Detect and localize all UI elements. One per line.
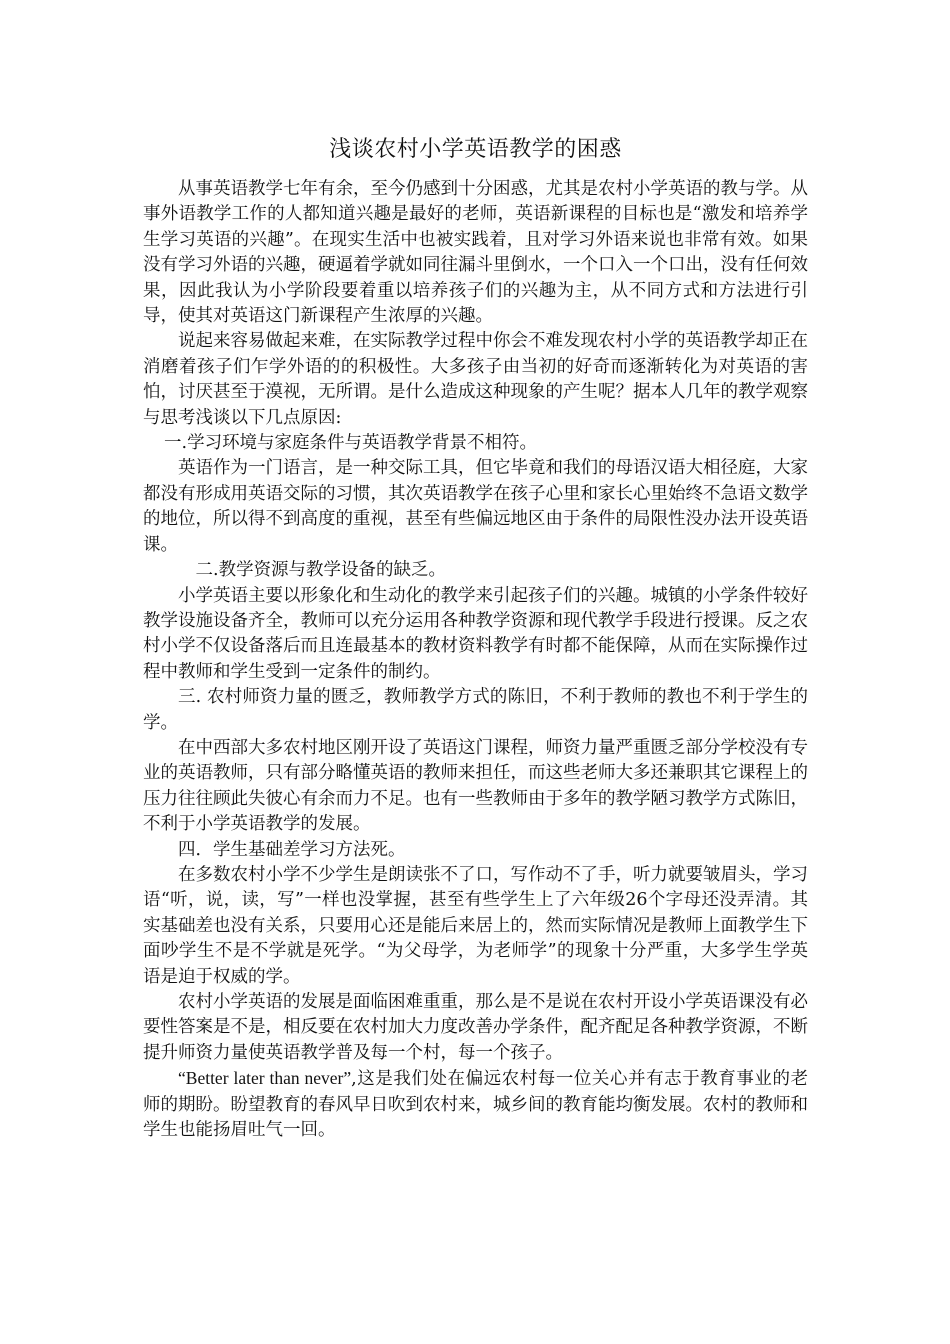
paragraph-section-1: 英语作为一门语言，是一种交际工具，但它毕竟和我们的母语汉语大相径庭，大家都没有形成用英语交际的习惯，其次英语教学在孩子心里和家长心里始终不急语文数学的地位，所以得不到高度的重视，甚至有些偏远地区由于条件的局限性没办法开设英语课。 — [143, 458, 808, 555]
paragraph-conclusion: 农村小学英语的发展是面临困难重重，那么是不是说在农村开设小学英语课没有必要性答案是不是，相反要在农村加大力度改善办学条件，配齐配足各种教学资源，不断提升师资力量使英语教学普及每一个村，每一个孩子。 — [143, 992, 808, 1063]
paragraph-section-3: 在中西部大多农村地区刚开设了英语这门课程，师资力量严重匮乏部分学校没有专业的英语教师，只有部分略懂英语的教师来担任，而这些老师大多还兼职其它课程上的压力往往顾此失彼心有余而力不足。也有一些教师由于多年的教学陋习教学方式陈旧，不利于小学英语教学的发展。 — [143, 737, 808, 835]
section-heading-2: 二.教学资源与教学设备的缺乏。 — [195, 560, 447, 581]
closing-text: ,这是我们处在偏远农村每一位关心并有志于教育事业的老师的期盼。盼望教育的春风早日吹到农村来，城乡间的教育能均衡发展。农村的教师和学生也能扬眉吐气一回。 — [143, 1069, 809, 1141]
section-heading-3: 三. 农村师资力量的匮乏，教师教学方式的陈旧，不利于教师的教也不利于学生的学。 — [143, 687, 808, 733]
paragraph-section-2: 小学英语主要以形象化和生动化的教学来引起孩子们的兴趣。城镇的小学条件较好教学设施设备齐全，教师可以充分运用各种教学资源和现代教学手段进行授课。反之农村小学不仅设备落后而且连最基本的教材资料教学有时都不能保障，从而在实际操作过程中教师和学生受到一定条件的制约。 — [143, 585, 808, 682]
closing-quote: “Better later than never” — [178, 1068, 352, 1089]
document-title: 浅谈农村小学英语教学的困惑 — [329, 137, 622, 162]
document-page — [143, 135, 808, 1143]
section-heading-1: 一.学习环境与家庭条件与英语教学背景不相符。 — [164, 433, 538, 454]
paragraph-section-4: 在多数农村小学不少学生是朗读张不了口，写作动不了手，听力就要皱眉头，学习语“听，说，读，写”一样也没掌握，甚至有些学生上了六年级26个字母还没弄清。其实基础差也没有关系，只要用心还是能后来居上的，然而实际情况是教师上面教学生下面吵学生不是不学就是死学。“为父母学，为老师学”的现象十分严重，大多学生学英语是迫于权威的学。 — [143, 864, 808, 987]
paragraph-closing — [143, 1066, 808, 1143]
section-heading-4: 四．学生基础差学习方法死。 — [178, 839, 406, 860]
paragraph-intro: 从事英语教学七年有余，至今仍感到十分困惑，尤其是农村小学英语的教与学。从事外语教学工作的人都知道兴趣是最好的老师，英语新课程的目标也是“激发和培养学生学习英语的兴趣”。在现实生活中也被实践着，且对学习外语来说也非常有效。如果没有学习外语的兴趣，硬逼着学就如同往漏斗里倒水，一个口入一个口出，没有任何效果，因此我认为小学阶段要着重以培养孩子们的兴趣为主，从不同方式和方法进行引导，使其对英语这门新课程产生浓厚的兴趣。 — [143, 179, 808, 327]
paragraph-problem: 说起来容易做起来难，在实际教学过程中你会不难发现农村小学的英语教学却正在消磨着孩子们乍学外语的的积极性。大多孩子由当初的好奇而逐渐转化为对英语的害怕，讨厌甚至于漠视，无所谓。是什么造成这种现象的产生呢？据本人几年的教学观察与思考浅谈以下几点原因: — [143, 331, 808, 428]
